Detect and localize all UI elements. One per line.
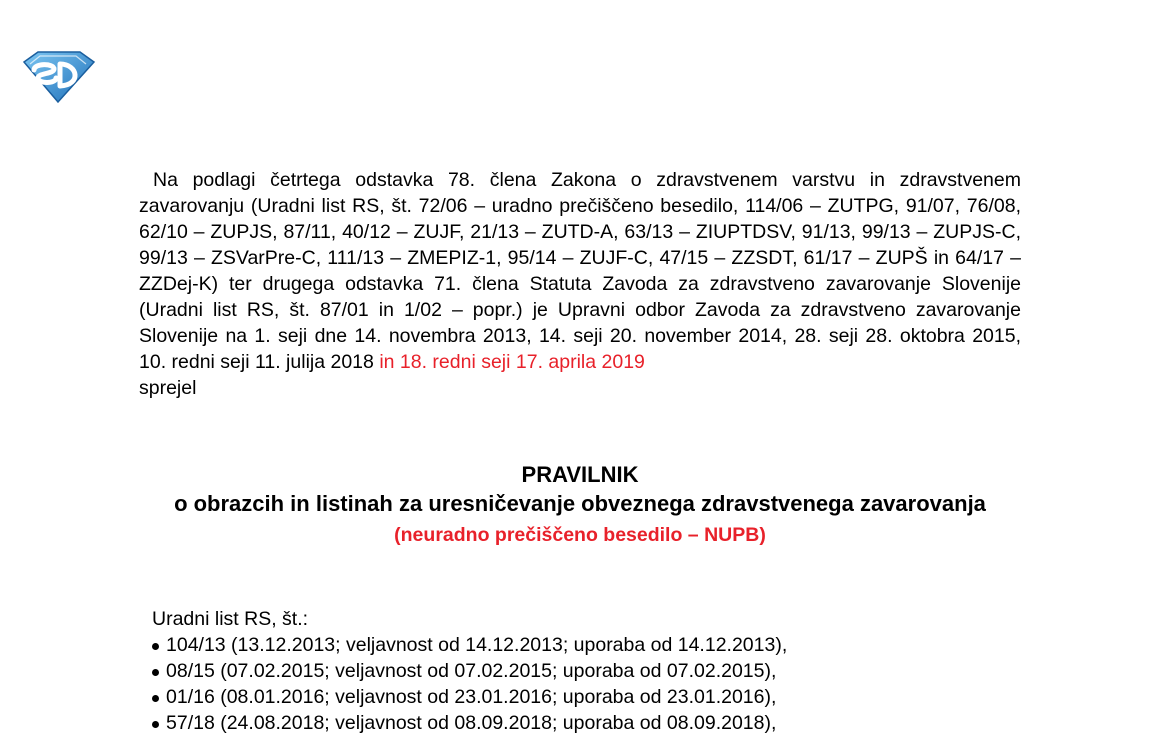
zzzs-logo-icon xyxy=(20,48,96,104)
preamble-text: Na podlagi četrtega odstavka 78. člena Zakona o zdravstvenem varstvu in zdravstvenem zavarovanju (Uradni list RS, št. 72/06 – uradno prečiščeno besedilo, 114/06 – ZUTPG, 91/07, 76/08, 62/10 – ZUPJS, 87/11, 40/12 – ZUJF, 21/13 – ZUTD-A, 63/13 – ZIUPTDSV, 91/13, 99/13 – ZUPJS-C, 99/13 – ZSVarPre-C, 111/13 – ZMEPIZ-1, 95/14 – ZUJF-C, 47/15 – ZZSDT, 61/17 – ZUPŠ in 64/17 – ZZDej-K) ter drugega odstavka 71. člena Statuta Zavoda za zdravstveno zavarovanje Slovenije (Uradni list RS, št. 87/01 in 1/02 – popr.) je Upravni odbor Zavoda za zdravstveno zavarovanje Slovenije na 1. seji dne 14. novembra 2013, 14. seji 20. november 2014, 28. seji 28. oktobra 2015, 10. redni seji 11. julija 2018 xyxy=(139,169,1021,373)
document-subtitle: o obrazcih in listinah za uresničevanje obveznega zdravstvenega zavarovanja xyxy=(174,491,986,516)
gazette-references xyxy=(152,606,1032,736)
bullet-icon xyxy=(152,695,159,702)
document-title-block xyxy=(139,460,1021,548)
preamble-closing: sprejel xyxy=(139,377,197,399)
list-item xyxy=(152,632,1032,658)
list-item xyxy=(152,684,1032,710)
bullet-icon xyxy=(152,643,159,650)
gazette-heading: Uradni list RS, št.: xyxy=(152,608,309,630)
list-item xyxy=(152,710,1032,736)
preamble-paragraph xyxy=(139,167,1021,401)
unofficial-consolidated-note: (neuradno prečiščeno besedilo – NUPB) xyxy=(394,524,766,546)
bullet-icon xyxy=(152,669,159,676)
bullet-icon xyxy=(152,721,159,728)
preamble-amendment: in 18. redni seji 17. aprila 2019 xyxy=(379,351,645,373)
document-title: PRAVILNIK xyxy=(521,462,639,487)
gazette-entry: 08/15 (07.02.2015; veljavnost od 07.02.2015; uporaba od 07.02.2015), xyxy=(166,660,777,682)
zzzs-logo xyxy=(20,48,96,104)
gazette-entry: 104/13 (13.12.2013; veljavnost od 14.12.2013; uporaba od 14.12.2013), xyxy=(166,634,788,656)
gazette-entry: 01/16 (08.01.2016; veljavnost od 23.01.2016; uporaba od 23.01.2016), xyxy=(166,686,777,708)
list-item xyxy=(152,658,1032,684)
gazette-list xyxy=(152,632,1032,736)
gazette-entry: 57/18 (24.08.2018; veljavnost od 08.09.2018; uporaba od 08.09.2018), xyxy=(166,712,777,734)
